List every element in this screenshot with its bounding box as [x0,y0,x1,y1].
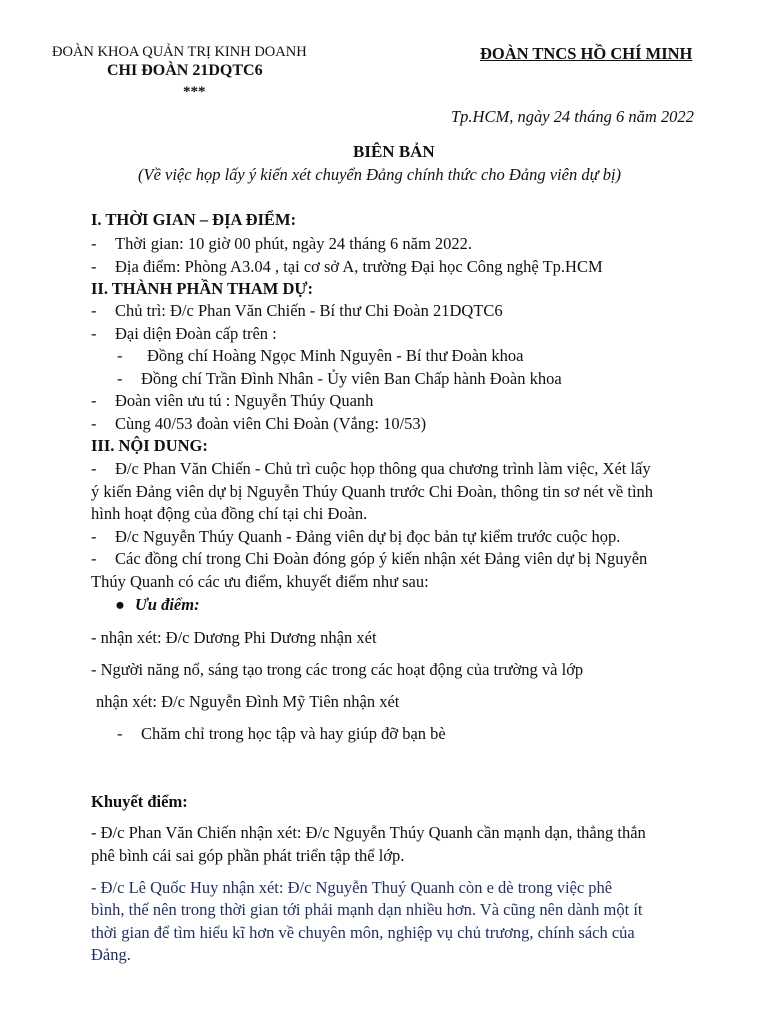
comment-line: thời gian để tìm hiểu kĩ hơn về chuyên môn, nghiệp vụ chủ trương, chính sách của [91,923,635,942]
paragraph-line: ý kiến Đảng viên dự bị Nguyễn Thúy Quanh trước Chi Đoàn, thông tin sơ nét về tình [91,482,654,501]
comment-line: nhận xét: Đ/c Nguyễn Đình Mỹ Tiên nhận xét [96,692,400,711]
paragraph-line: - Đ/c Nguyễn Thúy Quanh - Đảng viên dự bị đọc bản tự kiểm trước cuộc họp. [91,527,621,546]
left-unit-name: CHI ĐOÀN 21DQTC6 [107,62,263,79]
section-2-heading: II. THÀNH PHẦN THAM DỰ: [91,279,313,298]
comment-line: bình, thế nên trong thời gian tới phải mạnh dạn nhiều hơn. Và cũng nên dành một ít [91,900,643,919]
paragraph-line: Thúy Quanh có các ưu điểm, khuyết điểm như sau: [91,572,429,591]
comment-line: - Chăm chỉ trong học tập và hay giúp đỡ bạn bè [117,724,446,743]
bullet-icon: ● [115,595,125,614]
document-title: BIÊN BẢN [353,142,435,161]
paragraph-line: - Đ/c Phan Văn Chiến - Chủ trì cuộc họp thông qua chương trình làm việc, Xét lấy [91,459,651,478]
section-1-heading: I. THỜI GIAN – ĐỊA ĐIỂM: [91,210,297,229]
document-subtitle: (Về việc họp lấy ý kiến xét chuyển Đảng chính thức cho Đảng viên dự bị) [138,165,622,184]
section-3-heading: III. NỘI DUNG: [91,436,208,455]
comment-line: phê bình cái sai góp phần phát triển tập thể lớp. [91,846,405,865]
comment-line: Đảng. [91,945,131,964]
comment-line: - Đ/c Lê Quốc Huy nhận xét: Đ/c Nguyễn Thuý Quanh còn e dè trong việc phê [91,878,613,897]
paragraph-line: - Các đồng chí trong Chi Đoàn đóng góp ý kiến nhận xét Đảng viên dự bị Nguyễn [91,549,648,568]
list-item: - Đồng chí Hoàng Ngọc Minh Nguyên - Bí thư Đoàn khoa [117,346,524,365]
list-item: - Thời gian: 10 giờ 00 phút, ngày 24 tháng 6 năm 2022. [91,234,473,253]
left-org-name: ĐOÀN KHOA QUẢN TRỊ KINH DOANH [52,44,307,60]
list-item: - Địa điểm: Phòng A3.04 , tại cơ sở A, trường Đại học Công nghệ Tp.HCM [91,257,603,276]
comment-line: - nhận xét: Đ/c Dương Phi Dương nhận xét [91,628,377,647]
disadvantages-heading: Khuyết điểm: [91,792,188,811]
list-item: - Chủ trì: Đ/c Phan Văn Chiến - Bí thư Chi Đoàn 21DQTC6 [91,301,503,320]
comment-line: - Đ/c Phan Văn Chiến nhận xét: Đ/c Nguyễn Thúy Quanh cần mạnh dạn, thẳng thắn [91,823,646,842]
comment-line: - Người năng nổ, sáng tạo trong các trong các hoạt động của trường và lớp [91,660,584,679]
advantages-heading: ● Ưu điểm: [115,595,200,614]
list-item: - Đồng chí Trần Đình Nhân - Ủy viên Ban Chấp hành Đoàn khoa [117,369,562,388]
date-line: Tp.HCM, ngày 24 tháng 6 năm 2022 [451,107,694,126]
list-item: - Đoàn viên ưu tú : Nguyễn Thúy Quanh [91,391,374,410]
list-item: - Cùng 40/53 đoàn viên Chi Đoàn (Vắng: 10/53) [91,414,427,433]
list-item: - Đại diện Đoàn cấp trên : [91,324,277,343]
paragraph-line: hình hoạt động của đồng chí tại chi Đoàn. [91,504,368,523]
left-stars: *** [183,84,206,100]
right-org-name: ĐOÀN TNCS HỒ CHÍ MINH [480,44,693,63]
